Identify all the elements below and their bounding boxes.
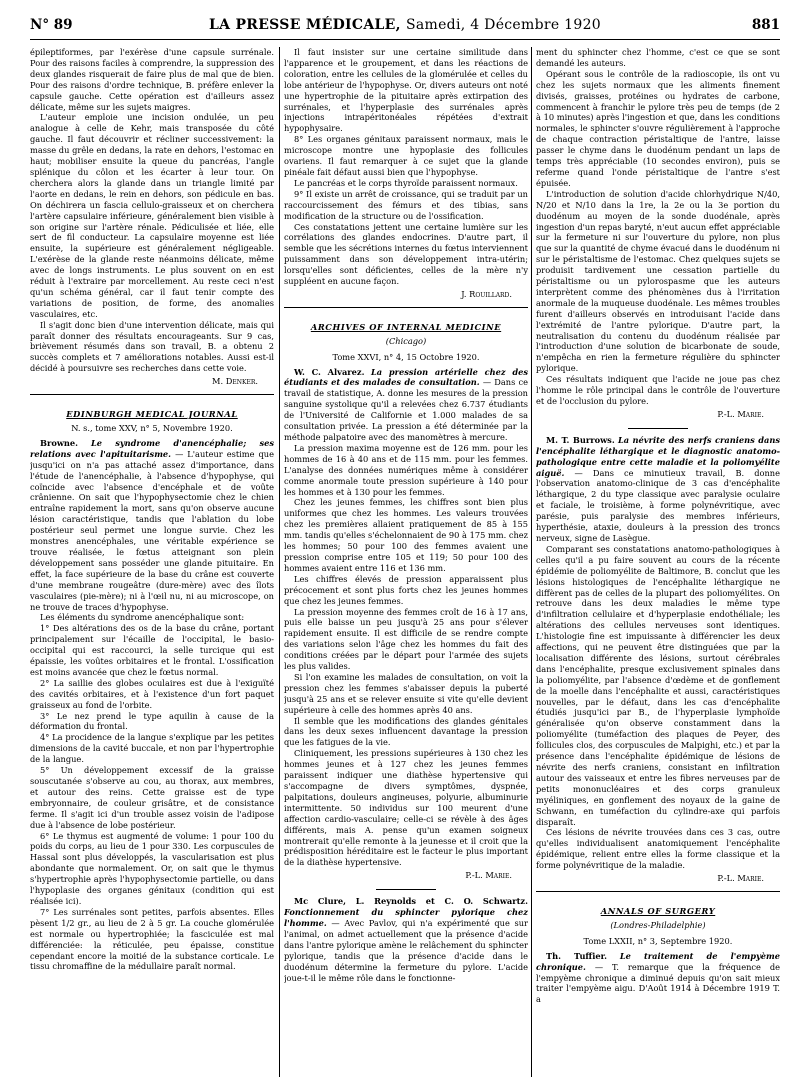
section-rule [30, 394, 274, 395]
paragraph: 6° Le thymus est augmenté de volume: 1 pour 100 du poids du corps, au lieu de 1 pour 330. Les corpuscules de Hassal sont plus développés, la vascularisation est plus abondante que normalement. Or, on sait que le thymus s'hypertrophie après l'hypophysectomie partielle, ou dans l'hypoplasie des organes génitaux (condition qui est réalisée ici). [30, 830, 274, 906]
journal-location: (Chicago) [385, 335, 427, 346]
journal-volume: Tome XXVI, n° 4, 15 Octobre 1920. [332, 351, 480, 362]
paragraph: L'introduction de solution d'acide chlorhydrique N/40, N/20 et N/10 dans la 1re, la 2e ou la 3e portion du duodénum au moyen de la sonde duodénale, après ingestion d'un repas baryté, n'eut aucun effet appréciable sur la fermeture ni sur l'ouverture du pylore, non plus que sur la quantité de chyme évacué dans le duodénum ni sur le péristaltisme de l'estomac. Chez quelques sujets se produisit tardivement une cessation partielle du péristaltisme ou un pylorospasme que les auteurs interprètent comme des phénomènes dus à l'irritation anormale de la muqueuse duodénale. Les mêmes troubles furent d'ailleurs observés en introduisant l'acide dans l'extrémité de l'antre pylorique. D'autre part, la neutralisation du contenu du duodénum réalisée par l'introduction d'une solution de bicarbonate de soude, n'empêcha en rien la fermeture régulière du sphincter pylorique. [536, 188, 780, 374]
paragraph: Opérant sous le contrôle de la radioscopie, ils ont vu chez les sujets normaux que les aliments finement divisés, graisses, protéines ou hydrates de carbone, commencent à franchir le pylore très peu de temps (de 2 à 10 minutes) après l'ingestion et que, dans les conditions normales, le sphincter s'ouvre régulièrement à l'approche de chaque contraction péristaltique de l'antre, laisse passer le chyme dans le duodénum pendant un laps de temps très appréciable (10 secondes environ), puis se referme quand l'onde péristaltique de l'antre s'est épuisée. [536, 68, 780, 188]
section-rule [536, 891, 780, 892]
article-title: Le traitement de l'empyème chronique. [536, 950, 780, 972]
paragraph: Comparant ses constatations anatomo-pathologiques à celles qu'il a pu faire souvent au cours de la récente épidémie de poliomyélite de Baltimore, B. conclut que les lésions histologiques de l'encéphalite léthargique ne diffèrent pas de celles de la plupart des poliomyélites. On retrouve dans les deux maladies le même type d'infiltration cellulaire et d'hyperplasie endothéliale; les altérations des cellules nerveuses sont identiques. L'histologie fine est impuissante à différencier les deux affections, qui ne peuvent être distinguées que par la localisation différente des lésions, surtout cérébrales dans l'encéphalite, presque exclusivement spinales dans la poliomyélite, par l'absence d'œdème et de gonflement de la moelle dans l'encéphalite et aussi, caractéristiques nouvelles, par le défaut, dans les cas d'encéphalite étudiés jusqu'ici par B., de l'hyperplasie lymphoïde généralisée qu'on observe constamment dans la poliomyélite (tuméfaction des plaques de Peyer, des follicules clos, des corpuscules de Malpighi, etc.) et par la présence dans l'encéphalite épidémique de lésions de névrite des nerfs craniens, consistant en infiltration autour des vaisseaux et entre les fibres nerveuses par de petits mononucléaires et des corps granuleux myéliniques, en gonflement des noyaux de la gaine de Schwann, en tuméfaction du cylindre-axe qui parfois disparaît. [536, 543, 780, 827]
paragraph: Les éléments du syndrome anencéphalique sont: [40, 612, 245, 623]
article-author: W. C. Alvarez. [294, 366, 365, 377]
issue-number: N° 89 [30, 17, 73, 33]
paragraph: Chez les jeunes femmes, les chiffres sont bien plus uniformes que chez les hommes. Les valeurs trouvées chez les premières allaient pratiquement de 85 à 155 mm. tandis qu'elles s'échelonnaient de 90 à 175 mm. chez les hommes; 50 pour 100 des femmes avaient une pression comprise entre 105 et 119; 50 pour 100 des hommes avaient entre 116 et 136 mm. [284, 497, 528, 573]
column-divider [531, 47, 532, 1077]
column-2 [284, 47, 528, 1077]
paragraph: La pression maxima moyenne est de 126 mm. pour les hommes de 16 à 40 ans et de 115 mm. pour les femmes. L'analyse des données numériques même à considérer comme anormale toute pression supérieure à 140 pour les hommes et à 130 pour les femmes. [284, 442, 528, 497]
article-title: Fonctionnement du sphincter pylorique chez l'homme. [284, 907, 528, 928]
article-text: — Dans ce travail de statistique, A. donne les mesures de la pression sanguine systolique qu'il a relevées chez 6.737 étudiants de l'Université de Californie et 1.000 malades de sa consultation privée. La pression a été déterminée par la méthode palpatoire avec des manomètres à mercure. [284, 377, 528, 442]
masthead [30, 17, 780, 33]
paragraph: Les chiffres élevés de pression apparaissent plus précocement et sont plus forts chez les jeunes hommes que chez les jeunes femmes. [284, 573, 528, 606]
journal-title: ARCHIVES OF INTERNAL MEDICINE [310, 321, 502, 332]
journal-title: EDINBURGH MEDICAL JOURNAL [66, 409, 238, 420]
signature: P.-L. Marie. [717, 873, 764, 884]
journal-title: ANNALS OF SURGERY [600, 905, 716, 916]
masthead-date: Samedi, 4 Décembre 1920 [405, 17, 602, 33]
paragraph: épileptiformes, par l'exérèse d'une capsule surrénale. Pour des raisons faciles à comprendre, la suppression des deux glandes risquerait de faire plus de mal que de bien. Pour des raisons d'ordre technique, B. préfère enlever la capsule gauche. Cette opération est d'ailleurs assez délicate, même sur les sujets maigres. [30, 47, 274, 112]
paragraph: 9° Il existe un arrêt de croissance, qui se traduit par un raccourcissement des fémurs et des tibias, sans modification de la structure ou de l'ossification. [284, 188, 528, 221]
paragraph: Cliniquement, les pressions supérieures à 130 chez les hommes jeunes et à 127 chez les jeunes femmes paraissent indiquer une diathèse hypertensive qui s'accompagne de divers symptômes, dyspnée, palpitations, douleurs angineuses, polyurie, albuminurie intermittente. 50 individus sur 100 meurent d'une affection cardio-vasculaire; celle-ci se révèle à des âges différents, mais A. pense qu'un examen soigneux montrerait qu'elle remonte à la jeunesse et il croit que la prédisposition héréditaire est le facteur le plus important de la diathèse hypertensive. [284, 748, 528, 868]
column-1 [30, 47, 274, 1077]
article-author: Th. Tuffier. [546, 950, 608, 961]
paragraph: 3° Le nez prend le type aquilin à cause de la déformation du frontal. [30, 710, 274, 732]
journal-volume: Tome LXXII, n° 3, Septembre 1920. [583, 935, 733, 946]
paragraph: L'auteur emploie une incision ondulée, un peu analogue à celle de Kehr, mais transposée du côté gauche. Il faut découvrir et récliner successivement: la masse du grêle en dedans, la rate en dehors, l'estomac en haut; mobiliser ensuite la queue du pancréas, l'angle splénique du côlon et les écarter à leur tour. On cherchera alors la glande dans un triangle limité par l'aorte en dedans, le rein en dehors, son pédicule en bas. On déchirera un fascia cellulo-graisseux et on cherchera l'artère capsulaire inférieure, généralement bien visible à son origine sur l'artère rénale. Pédiculisée et liée, elle sert de fil conducteur. La capsulaire moyenne est liée ensuite, la supérieure est généralement négligeable. L'exérèse de la glande reste néanmoins délicate, même avec de longs instruments. Le plus souvent on en est réduit à l'extraire par morcellement. Au reste ceci n'est qu'un schéma général, car il faut tenir compte des variations de position, de forme, des anomalies vasculaires, etc. [30, 112, 274, 319]
paragraph: Ces résultats indiquent que l'acide ne joue pas chez l'homme le rôle principal dans le contrôle de l'ouverture et de l'occlusion du pylore. [536, 374, 780, 406]
header-rule [30, 39, 780, 40]
article-paragraph [284, 896, 528, 983]
article-paragraph [536, 435, 780, 544]
article-separator [628, 428, 688, 429]
signature: M. Denker. [212, 376, 258, 387]
paragraph: 8° Les organes génitaux paraissent normaux, mais le microscope montre une hypoplasie des follicules ovariens. Il faut remarquer à ce sujet que la glande pinéale fait défaut aussi bien que l'hypophyse. [284, 134, 528, 177]
paragraph: Il semble que les modifications des glandes génitales dans les deux sexes influencent davantage la pression que les fatigues de la vie. [284, 715, 528, 748]
paragraph: La pression moyenne des femmes croît de 16 à 17 ans, puis elle baisse un peu jusqu'à 25 ans pour s'élever rapidement ensuite. Il est difficile de se rendre compte des variations selon l'âge chez les hommes du fait des conditions créées par le départ pour l'armée des sujets les plus valides. [284, 606, 528, 672]
masthead-title: LA PRESSE MÉDICALE, [208, 17, 401, 33]
paragraph: Si l'on examine les malades de consultation, on voit la pression chez les femmes s'abaisser depuis la puberté jusqu'à 25 ans et se relever ensuite si vite qu'elle devient supérieure à celle des hommes après 40 ans. [284, 671, 528, 715]
signature: P.-L. Marie. [717, 408, 764, 419]
signature: P.-L. Marie. [465, 870, 512, 881]
article-text: — T. remarque que la fréquence de l'empyème chronique a diminué depuis qu'on sait mieux traiter l'empyème aigu. D'Août 1914 à Décembre 1919 T. a [536, 961, 780, 1005]
paragraph: ment du sphincter chez l'homme, c'est ce que se sont demandé les auteurs. [536, 47, 780, 68]
article-author: Mc Clure, L. Reynolds et C. O. Schwartz. [294, 896, 528, 907]
column-3 [536, 47, 780, 1077]
article-author: Browne. [40, 437, 79, 448]
page-number: 881 [751, 17, 780, 33]
paragraph: Le pancréas et le corps thyroïde paraissent normaux. [294, 177, 518, 188]
article-paragraph [30, 438, 274, 613]
signature: J. Rouillard. [461, 288, 512, 299]
paragraph: Il s'agit donc bien d'une intervention délicate, mais qui paraît donner des résultats encourageants. Sur 9 cas, brièvement résumés dans son travail, B. a obtenu 2 succès complets et 7 améliorations notables. Aussi est-il décidé à poursuivre ses recherches dans cette voie. [30, 319, 274, 374]
paragraph: Ces constatations jettent une certaine lumière sur les corrélations des glandes endocrines. D'autre part, il semble que les sécrétions internes du fœtus interviennent puissamment dans son développement intra-utérin; lorsqu'elles sont déficientes, celles de la mère n'y suppléent en aucune façon. [284, 221, 528, 287]
paragraph: 5° Un développement excessif de la graisse souscutanée s'observe au cou, au thorax, aux membres, et autour des reins. Cette graisse est de type embryonnaire, de couleur grisâtre, et de consistance ferme. Il s'agit ici d'un trouble assez voisin de l'adipose due à l'absence de lobe postérieur. [30, 765, 274, 830]
article-title: Le syndrome d'anencéphalie; ses relations avec l'apituitarisme. [30, 437, 274, 459]
article-paragraph [284, 367, 528, 443]
paragraph: 2° La saillie des globes oculaires est due à l'exiguïté des cavités orbitaires, et à l'existence d'un fort paquet graisseux au fond de l'orbite. [30, 677, 274, 710]
article-text: — Dans ce minutieux travail, B. donne l'observation anatomo-clinique de 3 cas d'encéphalite léthargique, 2 du type classique avec paralysie oculaire et faciale, le troisième, à forme polynévritique, avec parésie, puis paralysie des membres inférieurs, hyperthésie, ataxie, douleurs à la pression des troncs nerveux, signe de Lasègue. [536, 467, 780, 543]
article-title: La pression artérielle chez des étudiants et des malades de consultation. [284, 366, 528, 388]
paragraph: 1° Des altérations des os de la base du crâne, portant principalement sur l'écaille de l'occipital, le basio-occipital qui est raccourci, la selle turcique qui est épaissie, les voûtes orbitaires et le frontal. L'ossification est moins avancée que chez le fœtus normal. [30, 623, 274, 677]
article-paragraph [536, 951, 780, 1006]
journal-location: (Londres-Philadelphie) [610, 919, 706, 930]
paragraph: 4° La procidence de la langue s'explique par les petites dimensions de la cavité buccale, et non par l'hypertrophie de la langue. [30, 732, 274, 765]
article-title: La névrite des nerfs craniens dans l'encéphalite léthargique et le diagnostic anatomo-pathologique entre cette maladie et la poliomyélite aiguë. [536, 434, 780, 478]
article-separator [376, 889, 436, 890]
article-text: — Avec Pavlov, qui n'a expérimenté que sur l'animal, on admet actuellement que la présence d'acide dans l'antre pylorique amène le relâchement du sphincter pylorique, tandis que la présence d'acide dans le duodénum détermine la fermeture du pylore. L'acide joue-t-il le même rôle dans le fonctionne- [284, 917, 528, 983]
article-author: M. T. Burrows. [546, 434, 615, 445]
section-rule [284, 307, 528, 308]
journal-volume: N. s., tome XXV, n° 5, Novembre 1920. [71, 423, 233, 433]
column-divider [279, 47, 280, 1077]
article-text: — L'auteur estime que jusqu'ici on n'a pas attaché assez d'importance, dans l'étude de l'anencéphalie, à l'absence d'hypophyse, qui coïncide avec l'absence d'encéphale et de voûte crânienne. On sait que l'hypophysectomie chez le chien entraîne rapidement la mort, sans qu'on observe aucune lésion caractéristique, tandis que l'ablation du lobe postérieur seul permet une longue survie. Chez les monstres anencéphales, une véritable expérience se trouve réalisée, le fœtus atteignant son plein développement sans posséder une glande pituitaire. En effet, la face supérieure de la base du crâne est couverte d'une membrane rougeâtre (dure-mère) avec des îlots vasculaires (pie-mère); ni à l'œil nu, ni au microscope, on ne trouve de traces d'hypophyse. [30, 448, 274, 612]
paragraph: Il faut insister sur une certaine similitude dans l'apparence et le groupement, et dans les réactions de coloration, entre les cellules de la glomérulée et celles du lobe antérieur de l'hypophyse. Or, divers auteurs ont noté une hypertrophie de la pituitaire après extirpation des surrénales, et l'hyperplasie des surrénales après injections intrapéritonéales répétées d'extrait hypophysaire. [284, 47, 528, 134]
paragraph: Ces lésions de névrite trouvées dans ces 3 cas, outre qu'elles individualisent anatomiquement l'encéphalite épidémique, relient entre elles la forme classique et la forme polynévritique de la maladie. [536, 827, 780, 871]
paragraph: 7° Les surrénales sont petites, parfois absentes. Elles pèsent 1/2 gr., au lieu de 2 à 5 gr. La couche glomérulée est normale ou hypertrophiée; la fasciculée est mal différenciée: la réticulée, peu épaisse, constitue cependant encore la moitié de la substance corticale. Le tissu chromaffine de la médullaire paraît normal. [30, 906, 274, 972]
